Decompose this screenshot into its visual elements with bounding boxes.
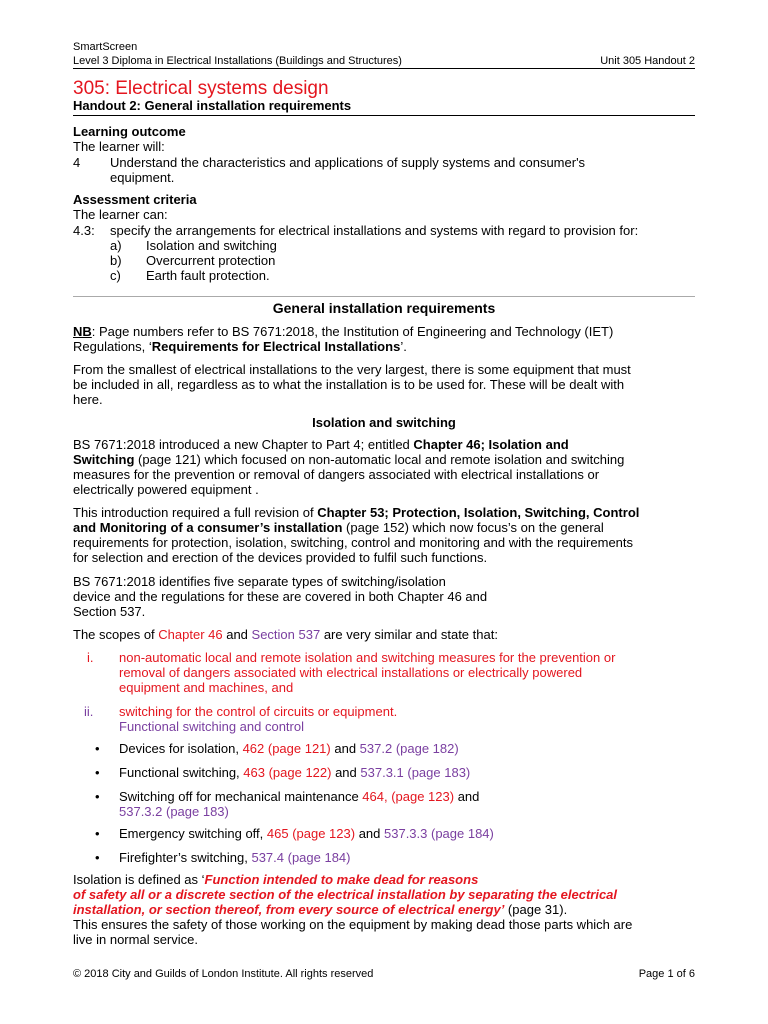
para2-line: requirements for protection, isolation, switching, control and monitoring and with the requirements [73,535,634,550]
isolation-def-line: Isolation is defined as ‘Function intended to make dead for reasons [73,872,479,887]
para2-line: This introduction required a full revision of Chapter 53; Protection, Isolation, Switching, Control [73,505,640,520]
bullet-dot: • [95,826,100,841]
isolation-def-line: live in normal service. [73,932,198,947]
intro-line: From the smallest of electrical installations to the very largest, there is some equipment that must [73,362,631,377]
para1-line: measures for the prevention or removal of dangers associated with electrical installations or [73,467,600,482]
bullet-item: Devices for isolation, 462 (page 121) and 537.2 (page 182) [119,741,459,756]
bullet-item: Functional switching, 463 (page 122) and 537.3.1 (page 183) [119,765,471,780]
bullet-item: Emergency switching off, 465 (page 123) and 537.3.3 (page 184) [119,826,494,841]
bullet-dot: • [95,765,100,780]
page-title: 305: Electrical systems design [73,78,329,99]
roman-num: i. [87,650,94,665]
header-unit: Unit 305 Handout 2 [600,55,695,67]
para2-line: and Monitoring of a consumer’s installation (page 152) which now focus’s on the general [73,520,604,535]
roman-text: switching for the control of circuits or equipment. [119,704,398,719]
intro-line: here. [73,392,103,407]
footer-page-number: Page 1 of 6 [638,968,695,980]
nb-line-2: Regulations, ‘Requirements for Electrical Installations’. [73,339,407,354]
header-brand: SmartScreen [73,41,138,53]
para3-line: BS 7671:2018 identifies five separate types of switching/isolation [73,574,446,589]
intro-line: be included in all, regardless as to what the installation is to be used for. These will be dealt with [73,377,625,392]
header-rule [73,68,695,69]
section-heading: General installation requirements [272,300,496,316]
roman-text: equipment and machines, and [119,680,294,695]
assessment-text: specify the arrangements for electrical installations and systems with regard to provision for: [110,223,639,238]
para1-line: BS 7671:2018 introduced a new Chapter to Part 4; entitled Chapter 46; Isolation and [73,437,569,452]
assessment-num: 4.3: [73,223,95,238]
learning-outcome-heading: Learning outcome [73,124,186,139]
roman-text: removal of dangers associated with electrical installations or electrically powered [119,665,583,680]
roman-text: non-automatic local and remote isolation and switching measures for the prevention or [119,650,616,665]
chapter-46-ref: Chapter 46 [158,627,223,642]
para3-line: device and the regulations for these are covered in both Chapter 46 and [73,589,488,604]
assessment-item-text: Overcurrent protection [146,253,276,268]
isolation-def-line: installation, or section thereof, from every source of electrical energy’ (page 31). [73,902,568,917]
assessment-heading: Assessment criteria [73,192,197,207]
footer-copyright: © 2018 City and Guilds of London Institute. All rights reserved [73,968,374,980]
isolation-def-line: This ensures the safety of those working on the equipment by making dead those parts which are [73,917,633,932]
bullet-item: Firefighter’s switching, 537.4 (page 184) [119,850,351,865]
assessment-item-text: Earth fault protection. [146,268,270,283]
bullet-dot: • [95,741,100,756]
bullet-dot: • [95,789,100,804]
learning-outcome-intro: The learner will: [73,139,165,154]
para1-line: Switching (page 121) which focused on non-automatic local and remote isolation and switching [73,452,625,467]
assessment-item-letter: c) [110,268,121,283]
learning-outcome-text: Understand the characteristics and applications of supply systems and consumer's [110,155,586,170]
assessment-item-text: Isolation and switching [146,238,277,253]
title-rule [73,115,695,116]
section-537-ref: Section 537 [251,627,321,642]
assessment-item-letter: a) [110,238,122,253]
scopes-line: The scopes of Chapter 46 and Section 537 are very similar and state that: [73,627,498,642]
section-divider [73,296,695,297]
page-subtitle: Handout 2: General installation requirements [73,98,352,113]
nb-line-1: NB: Page numbers refer to BS 7671:2018, the Institution of Engineering and Technology (IET) [73,324,614,339]
para3-line: Section 537. [73,604,146,619]
nb-label: NB [73,324,92,339]
learning-outcome-num: 4 [73,155,81,170]
assessment-item-letter: b) [110,253,122,268]
bullet-dot: • [95,850,100,865]
assessment-intro: The learner can: [73,207,168,222]
bullet-item-cont: 537.3.2 (page 183) [119,804,229,819]
learning-outcome-text: equipment. [110,170,175,185]
header-course: Level 3 Diploma in Electrical Installations (Buildings and Structures) [73,55,402,67]
roman-num: ii. [84,704,94,719]
bullet-item: Switching off for mechanical maintenance 464, (page 123) and [119,789,480,804]
isolation-heading: Isolation and switching [312,415,456,430]
roman-text: Functional switching and control [119,719,304,734]
para2-line: for selection and erection of the devices provided to fulfil such functions. [73,550,488,565]
isolation-def-line: of safety all or a discrete section of the electrical installation by separating the electrical [73,887,618,902]
para1-line: electrically powered equipment . [73,482,259,497]
